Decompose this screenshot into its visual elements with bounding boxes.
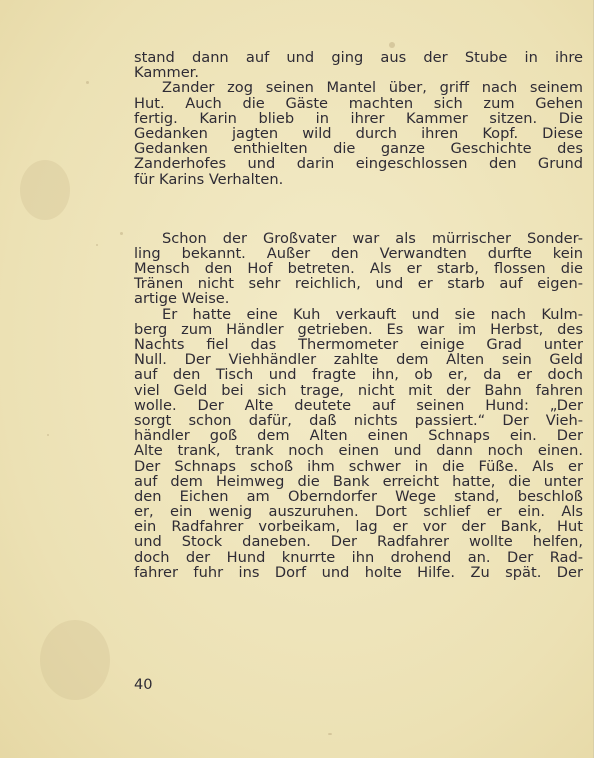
paper-speck — [86, 81, 89, 84]
text-line: berg zum Händler getrieben. Es war im Herbst, des — [134, 320, 583, 338]
page-text — [134, 50, 583, 580]
text-line: ein Radfahrer vorbeikam, lag er vor der Bank, Hut — [134, 518, 583, 536]
text-line: stand dann auf und ging aus der Stube in ihre — [134, 49, 583, 66]
page-stain — [20, 160, 70, 220]
text-line: auf den Tisch und fragte ihn, ob er, da er doch — [134, 366, 583, 384]
text-line: Hut. Auch die Gäste machten sich zum Gehen — [134, 94, 583, 112]
text-line: wolle. Der Alte deutete auf seinen Hund: „Der — [134, 396, 583, 414]
text-line: auf dem Heimweg die Bank erreicht hatte, die unter — [134, 472, 583, 490]
text-line: den Eichen am Oberndorfer Wege stand, beschloß — [134, 487, 583, 505]
text-line: Er hatte eine Kuh verkauft und sie nach Kulm- — [162, 305, 583, 323]
text-line: Nachts fiel das Thermometer einige Grad unter — [134, 336, 583, 353]
text-line: Zander zog seinen Mantel über, griff nach seinem — [162, 79, 583, 97]
paragraph-2 — [134, 80, 583, 186]
paper-speck — [328, 733, 332, 735]
text-line: Gedanken jagten wild durch ihren Kopf. Diese — [134, 124, 583, 142]
text-line: ling bekannt. Außer den Verwandten durfte kein — [134, 244, 583, 262]
text-line: Alte trank, trank noch einen und dann noch einen. — [134, 442, 583, 460]
text-line: Mensch den Hof betreten. Als er starb, flossen die — [134, 260, 583, 278]
text-line: und Stock daneben. Der Radfahrer wollte helfen, — [134, 533, 583, 551]
text-line: Tränen nicht sehr reichlich, und er starb auf eigen- — [134, 275, 583, 293]
text-line: Kammer. — [134, 64, 199, 82]
section-gap — [134, 187, 583, 231]
text-line: Zanderhofes und darin eingeschlossen den Grund — [134, 155, 583, 173]
paragraph-1 — [134, 50, 583, 80]
paragraph-3 — [134, 231, 583, 307]
text-line: Der Schnaps schoß ihm schwer in die Füße. Als er — [134, 457, 583, 475]
text-line: Null. Der Viehhändler zahlte dem Alten sein Geld — [134, 351, 583, 369]
text-line: fertig. Karin blieb in ihrer Kammer sitzen. Die — [134, 109, 583, 127]
text-line: für Karins Verhalten. — [134, 170, 284, 188]
text-line: artige Weise. — [134, 290, 230, 308]
text-line: händler goß dem Alten einen Schnaps ein. Der — [134, 427, 583, 445]
paper-speck — [120, 232, 123, 235]
page-number: 40 — [134, 676, 153, 693]
text-line: doch der Hund knurrte ihn drohend an. Der Rad- — [134, 548, 583, 566]
text-line: er, ein wenig auszuruhen. Dort schlief er ein. Als — [134, 503, 583, 521]
paper-speck — [47, 434, 49, 436]
text-line: viel Geld bei sich trage, nicht mit der Bahn fahren — [134, 381, 583, 399]
paper-speck — [96, 244, 98, 246]
page-stain — [40, 620, 110, 700]
text-line: fahrer fuhr ins Dorf und holte Hilfe. Zu spät. Der — [134, 563, 583, 581]
paragraph-4 — [134, 307, 583, 580]
page-edge — [593, 0, 606, 758]
text-line: sorgt schon dafür, daß nichts passiert.“ Der Vieh- — [134, 411, 583, 429]
text-line: Schon der Großvater war als mürrischer Sonder- — [162, 229, 583, 247]
ink-spot — [389, 42, 395, 48]
text-line: Gedanken enthielten die ganze Geschichte des — [134, 140, 583, 158]
